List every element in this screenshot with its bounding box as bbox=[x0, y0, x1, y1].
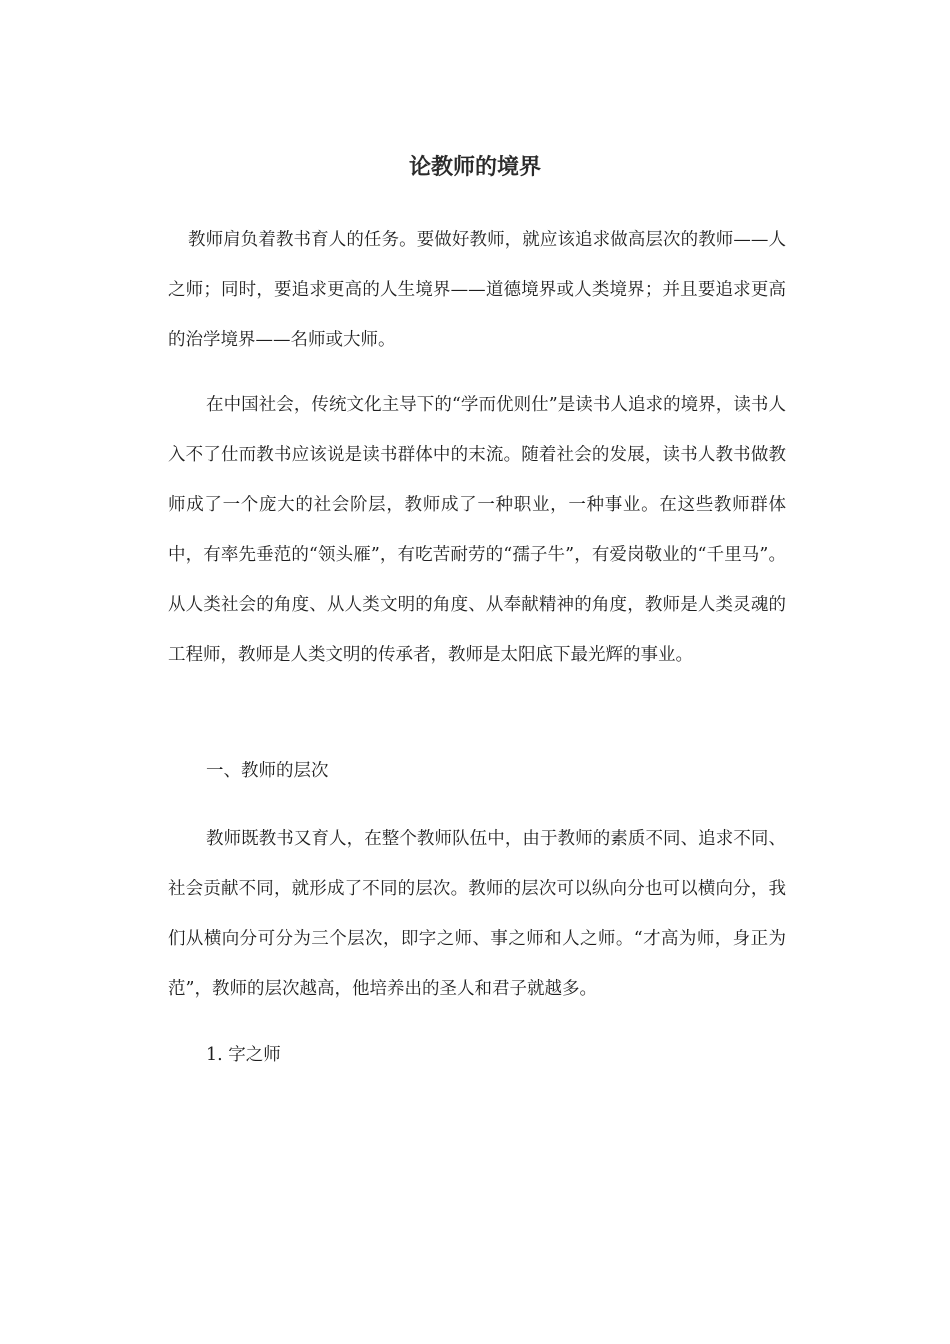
paragraph-teacher-levels: 教师既教书又育人，在整个教师队伍中，由于教师的素质不同、追求不同、社会贡献不同，就形成了不同的层次。教师的层次可以纵向分也可以横向分，我们从横向分可分为三个层次，即字之师、事之师和人之师。“才高为师，身正为范”，教师的层次越高，他培养出的圣人和君子就越多。 bbox=[168, 829, 786, 999]
subsection-heading-word-teacher: 1. 字之师 bbox=[206, 1045, 281, 1065]
paragraph-intro: 教师肩负着教书育人的任务。要做好教师，就应该追求做高层次的教师——人之师；同时，要追求更高的人生境界——道德境界或人类境界；并且要追求更高的治学境界——名师或大师。 bbox=[168, 230, 786, 350]
document-title: 论教师的境界 bbox=[408, 154, 541, 180]
paragraph-background: 在中国社会，传统文化主导下的“学而优则仕”是读书人追求的境界，读书人入不了仕而教书应该说是读书群体中的末流。随着社会的发展，读书人教书做教师成了一个庞大的社会阶层，教师成了一种职业，一种事业。在这些教师群体中，有率先垂范的“领头雁”，有吃苦耐劳的“孺子牛”，有爱岗敬业的“千里马”。从人类社会的角度、从人类文明的角度、从奉献精神的角度，教师是人类灵魂的工程师，教师是人类文明的传承者，教师是太阳底下最光辉的事业。 bbox=[168, 395, 786, 665]
section-heading-teacher-levels: 一、教师的层次 bbox=[206, 761, 329, 781]
